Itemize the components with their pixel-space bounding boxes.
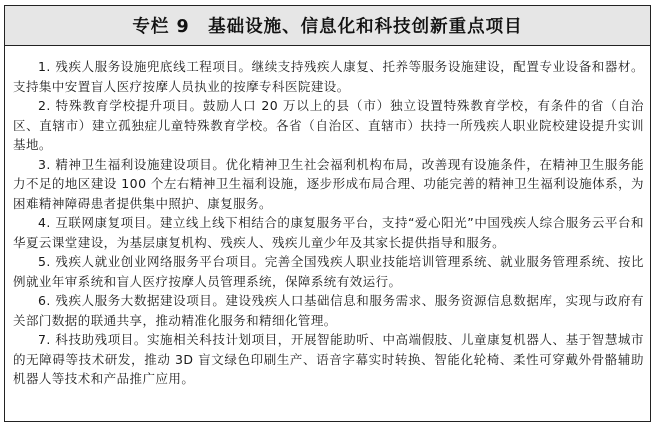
- items-list: [13, 57, 644, 389]
- item-facility-project: 1. 残疾人服务设施兜底线工程项目。继续支持残疾人康复、托养等服务设施建设，配置专业设备和器材。支持集中安置盲人医疗按摩人员执业的按摩专科医院建设。: [13, 59, 644, 94]
- feature-box: [4, 5, 651, 422]
- item-internet-rehab: 4. 互联网康复项目。建立线上线下相结合的康复服务平台，支持“爱心阳光”中国残疾人综合服务云平台和华夏云课堂建设，为基层康复机构、残疾人、残疾儿童少年及其家长提供指导和服务。: [13, 215, 644, 250]
- box-header: [5, 6, 650, 46]
- item-employment-platform: 5. 残疾人就业创业网络服务平台项目。完善全国残疾人职业技能培训管理系统、就业服务管理系统、按比例就业年审系统和盲人医疗按摩人员管理系统，保障系统有效运行。: [13, 254, 644, 289]
- item-mental-health: 3. 精神卫生福利设施建设项目。优化精神卫生社会福利机构布局，改善现有设施条件，在精神卫生服务能力不足的地区建设 100 个左右精神卫生福利设施，逐步形成布局合理、功能完善的精神卫生福利设施体系，为困难精神障碍患者提供集中照护、康复服务。: [13, 156, 644, 211]
- item-tech-assist: 7. 科技助残项目。实施相关科技计划项目，开展智能助听、中高端假肢、儿童康复机器人、基于智慧城市的无障碍等技术研发，推动 3D 盲文绿色印刷生产、语音字幕实时转换、智能化轮椅、柔性可穿戴外骨骼辅助机器人等技术和产品推广应用。: [13, 332, 644, 386]
- box-title: 专栏 9 基础设施、信息化和科技创新重点项目: [132, 17, 523, 37]
- item-special-education: 2. 特殊教育学校提升项目。鼓励人口 20 万以上的县（市）独立设置特殊教育学校，有条件的省（自治区、直辖市）建立孤独症儿童特殊教育学校。各省（自治区、直辖市）扶持一所残疾人职业院校建设提升实训基地。: [13, 98, 644, 152]
- item-big-data: 6. 残疾人服务大数据建设项目。建设残疾人口基础信息和服务需求、服务资源信息数据库，实现与政府有关部门数据的联通共享，推动精准化服务和精细化管理。: [13, 293, 644, 328]
